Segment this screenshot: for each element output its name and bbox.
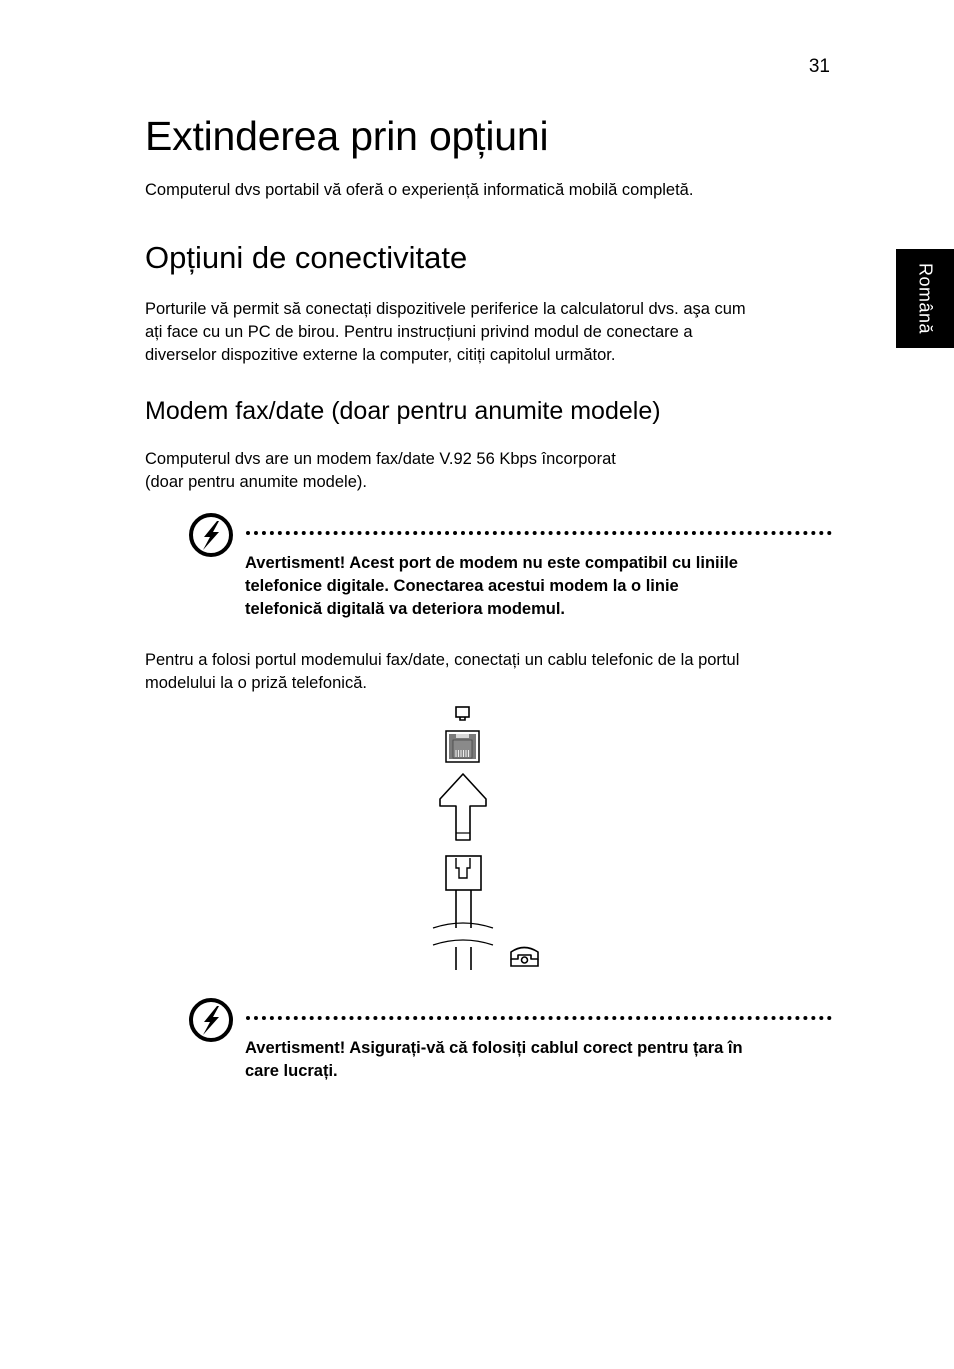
language-tab (896, 249, 954, 348)
warning-divider (246, 1016, 832, 1020)
warning-text-modem (245, 552, 835, 621)
warning-lightning-icon (188, 997, 234, 1043)
modem-connection-diagram (425, 700, 550, 975)
paragraph-line: ați face cu un PC de birou. Pentru instrucțiuni privind modul de conectare a (145, 323, 693, 341)
modem-paragraph (145, 448, 835, 494)
language-tab-label: Română (915, 262, 936, 335)
up-arrow-icon (440, 774, 486, 840)
paragraph-line: modelului la o priză telefonică. (145, 674, 367, 692)
usage-paragraph (145, 649, 835, 695)
warning-line: Avertisment! Asigurați-vă că folosiți cablul corect pentru țara în (245, 1039, 743, 1057)
section-heading-connectivity: Opțiuni de conectivitate (145, 240, 468, 275)
paragraph-line: diverselor dispozitive externe la computer, citiți capitolul următor. (145, 346, 616, 364)
page-title: Extinderea prin opțiuni (145, 113, 549, 159)
warning-line: Avertisment! Acest port de modem nu este compatibil cu liniile (245, 554, 738, 572)
rj11-port-icon (446, 731, 479, 762)
intro-text: Computerul dvs portabil vă oferă o experiență informatică mobilă completă. (145, 181, 694, 199)
connectivity-paragraph (145, 298, 835, 367)
paragraph-line: (doar pentru anumite modele). (145, 473, 367, 491)
paragraph-line: Pentru a folosi portul modemului fax/date, conectați un cablu telefonic de la portul (145, 651, 740, 669)
warning-line: telefonică digitală va deteriora modemul. (245, 600, 566, 618)
warning-text-cable (245, 1037, 835, 1083)
warning-line: care lucrați. (245, 1062, 338, 1080)
paragraph-line: Computerul dvs are un modem fax/date V.92 56 Kbps încorporat (145, 450, 616, 468)
paragraph-line: Porturile vă permit să conectați dispozitivele periferice la calculatorul dvs. aşa cum (145, 300, 746, 318)
phone-plug-icon (446, 856, 481, 890)
page-number: 31 (808, 56, 830, 77)
telephone-icon (511, 948, 538, 967)
warning-lightning-icon (188, 512, 234, 558)
modem-port-symbol-icon (456, 707, 469, 720)
phone-cable (433, 890, 493, 970)
warning-divider (246, 531, 832, 535)
warning-line: telefonice digitale. Conectarea acestui modem la o linie (245, 577, 679, 595)
section-heading-modem: Modem fax/date (doar pentru anumite modele) (145, 397, 661, 425)
